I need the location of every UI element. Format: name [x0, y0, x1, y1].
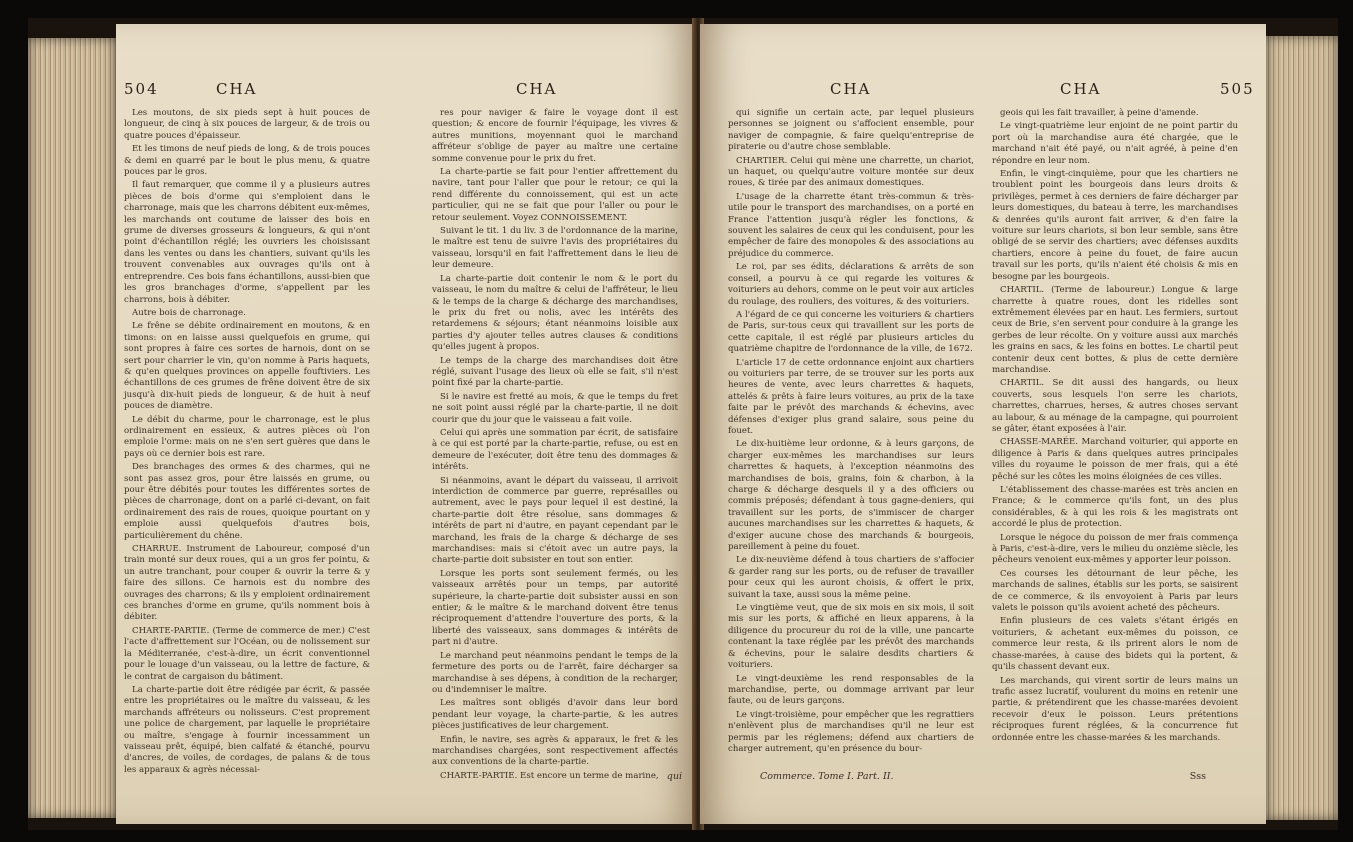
paragraph: Les moutons, de six pieds sept à huit pouces de longueur, de cinq à six pouces de largeur, & de trois ou quatre pouces d'épaisseur. — [124, 108, 370, 141]
running-head: CHA — [216, 80, 258, 98]
paragraph: L'article 17 de cette ordonnance enjoint aux chartiers ou voituriers par terre, de se trouver sur les ports aux heures de vente, avec leurs charrettes & haquets, attelés & prêts à faire leurs voitures, au prix de la taxe faite par le prévôt des marchands & échevins, avec défenses d'exiger plus grand salaire, sous peine du fouet. — [728, 357, 974, 436]
paragraph: CHASSE-MARÉE. Marchand voiturier, qui apporte en diligence à Paris & dans quelques autres principales villes du royaume le poisson de mer frais, qui a été pêché sur les côtes les moins éloignées de ces villes. — [992, 437, 1238, 482]
paragraph: CHARTE-PARTIE. Est encore un terme de marine, — [440, 770, 659, 781]
left-column-2 — [432, 108, 678, 784]
running-head: CHA — [516, 80, 558, 98]
right-page-edges — [1266, 36, 1338, 820]
paragraph: Le vingtième veut, que de six mois en six mois, il soit mis sur les ports, & affiché en lieux apparens, à la diligence du procureur du roi de la ville, une pancarte contenant la taxe réglée par les prévôt des marchands & échevins, pour le salaire desdits chartiers & voituriers. — [728, 603, 974, 671]
paragraph: Le temps de la charge des marchandises doit être réglé, suivant l'usage des lieux où elle se fait, s'il n'est point fixé par la charte-partie. — [432, 355, 678, 389]
paragraph: Enfin, le vingt-cinquième, pour que les chartiers ne troublent point les bourgeois dans leurs droits & privilèges, permet à ces derniers de faire décharger par leurs domestiques, du bateau à terre, les marchandises & denrées qu'ils auront fait arriver, & d'en faire la voiture sur leurs chariots, si bon leur semble, sans être obligé de se servir des chartiers; avec défenses auxdits chartiers, encore à peine du fouet, de faire aucun travail sur les ports, qu'ils n'aient été choisis & mis en besogne par les bourgeois. — [992, 169, 1238, 282]
paragraph: geois qui les fait travailler, à peine d'amende. — [1000, 108, 1199, 118]
footer-title: Commerce. Tome I. Part. II. — [760, 771, 894, 782]
paragraph: Suivant le tit. 1 du liv. 3 de l'ordonnance de la marine, le maître est tenu de suivre l'avis des propriétaires du vaisseau, lorsqu'il en fait l'affrettement dans le lieu de leur demeure. — [432, 226, 678, 271]
paragraph: Lorsque les ports sont seulement fermés, ou les vaisseaux arrêtés pour un temps, par autorité supérieure, la charte-partie doit subsister aussi en son entier; & le maître & le marchand doivent être tenus réciproquement d'attendre l'ouverture des ports, & la liberté des vaisseaux, sans dommages & intérêts de part ni d'autre. — [432, 568, 678, 648]
left-page — [116, 24, 696, 824]
paragraph: Le marchand peut néanmoins pendant le temps de la fermeture des ports ou de l'arrêt, faire décharger sa marchandise à ses dépens, à condition de la recharger, ou d'indemniser le maître. — [432, 650, 678, 695]
paragraph: Le débit du charme, pour le charronage, est le plus ordinairement en essieux, & autres pièces où l'on emploie l'orme: mais on ne s'en sert guères que dans le pays où ce dernier bois est rare. — [124, 414, 370, 459]
left-page-edges — [28, 38, 116, 818]
paragraph: Si le navire est fretté au mois, & que le temps du fret ne soit point aussi réglé par la charte-partie, il ne doit courir que du jour que le vaisseau a fait voile. — [432, 391, 678, 425]
page-number: 504 — [124, 80, 159, 98]
left-column-1 — [124, 108, 370, 778]
paragraph: La charte-partie doit contenir le nom & le port du vaisseau, le nom du maître & celui de l'affréteur, le lieu & le temps de la charge & décharge des marchandises, le prix du fret ou nolis, avec les intérêts des retardemens & séjours; étant néanmoins loisible aux parties d'y ajouter telles autres clauses & conditions qu'elles jugent à propos. — [432, 273, 678, 353]
paragraph: Celui qui après une sommation par écrit, de satisfaire à ce qui est porté par la charte-partie, refuse, ou est en demeure de l'exécuter, doit être tenu des dommages & intérêts. — [432, 427, 678, 473]
paragraph: CHARRUE. Instrument de Laboureur, composé d'un train monté sur deux roues, qui a un gros fer pointu, & un autre tranchant, pour couper & ouvrir la terre & y faire des sillons. Ce harnois est du nombre des ouvrages des charrons; & ils y emploient ordinairement ces branches d'orme en grume, qu'ils nomment bois à débiter. — [124, 544, 370, 623]
catchword: qui — [666, 771, 682, 782]
paragraph: Le dix-huitième leur ordonne, & à leurs garçons, de charger eux-mêmes les marchandises sur leurs charrettes & haquets, à l'exception néanmoins des marchandises de bois, grains, foin & charbon, à la charge & décharge desquels il y a des officiers ou commis préposés; défendant à tous gagne-deniers, qui travaillent sur les ports, de s'immiscer de charger aucunes marchandises sur les charrettes & haquets, & d'exiger aucune chose des marchands & bourgeois, pareillement à peine du fouet. — [728, 439, 974, 553]
page-number: 505 — [1220, 80, 1255, 98]
paragraph: Le vingt-deuxième les rend responsables de la marchandise, perte, ou dommage arrivant par leur faute, ou de leurs garçons. — [728, 673, 974, 707]
paragraph: Les maîtres sont obligés d'avoir dans leur bord pendant leur voyage, la charte-partie, & les autres pièces justificatives de leur chargement. — [432, 698, 678, 732]
paragraph: La charte-partie doit être rédigée par écrit, & passée entre les propriétaires ou le maître du vaisseau, & les marchands affréteurs ou nolisseurs. C'est proprement une police de chargement, par laquelle le propriétaire ou maître, s'engage à fournir incessamment un vaisseau prêt, équipé, bien calfaté & étanché, pourvu d'ancres, de voiles, de cordages, de palans & de tous les apparaux & agrès nécessai- — [124, 684, 370, 775]
paragraph: Le dix-neuvième défend à tous chartiers de s'affocier & garder rang sur les ports, ou de refuser de travailler pour ceux qui les auront choisis, & offert le prix, suivant la taxe, aussi sous la même peine. — [728, 555, 974, 600]
paragraph: CHARTIER. Celui qui mène une charrette, un chariot, un haquet, ou quelqu'autre voiture montée sur deux roues, & tirée par des animaux domestiques. — [728, 155, 974, 189]
right-column-1 — [728, 108, 974, 757]
paragraph: Des branchages des ormes & des charmes, qui ne sont pas assez gros, pour être laissés en grume, ou pour être débités pour toutes les différentes sortes de pièces de charronage, dont on a parlé ci-devant, on fait ordinairement des rais de roues, quoique pourtant on y emploie aussi quelquefois d'autres bois, particulièrement du chêne. — [124, 462, 370, 541]
paragraph: Il faut remarquer, que comme il y a plusieurs autres pièces de bois d'orme qui s'emploient dans le charronage, mais que les charrons débitent eux-mêmes, les marchands ont coutume de laisser des bois en grume de diverses grosseurs & longueurs, & qui n'ont point d'échantillon réglé; les ouvriers les choisissant dans les ventes ou dans les chantiers, suivant qu'ils les trouvent convenables aux ouvrages qu'ils ont à entreprendre. Ces bois fans échantillons, aussi-bien que les gros branchages d'orme, s'appellent par les charrons, bois à débiter. — [124, 180, 370, 305]
paragraph: La charte-partie se fait pour l'entier affrettement du navire, tant pour l'aller que pour le retour; ce qui la rend différente du connoissement, qui est un acte particulier, qui ne se fait que pour l'aller ou pour le retour seulement. Voyez CONNOISSEMENT. — [432, 167, 678, 223]
paragraph: Enfin plusieurs de ces valets s'étant érigés en voituriers, & achetant eux-mêmes du poisson, ce commerce leur resta, & ils prirent alors le nom de chasse-marées, à cause des bidets qui la portent, & qu'ils chassent devant eux. — [992, 616, 1238, 673]
paragraph: Le frêne se débite ordinairement en moutons, & en timons: on en laisse aussi quelquefois en grume, qui sont propres à faire ces sortes de harnois, dont on se sert pour charrier le vin, qu'on nomme à Paris haquets, & qu'en quelques provinces on appelle fouftiviers. Les échantillons de ces grumes de frêne doivent être de six jusqu'à dix-huit pieds de longueur, & de huit à neuf pouces de diamètre. — [124, 321, 370, 412]
running-head: CHA — [830, 80, 872, 98]
paragraph: Ces courses les détournant de leur pêche, les marchands de salines, établis sur les ports, se saisirent de ce commerce, & ils envoyoient à Paris par leurs valets le poisson qu'ils avoient acheté des pêcheurs. — [992, 568, 1238, 614]
paragraph: qui signifie un certain acte, par lequel plusieurs personnes se joignent ou s'affocient ensemble, pour naviger de compagnie, & faire quelqu'entreprise de piraterie ou d'autre chose semblable. — [728, 108, 974, 153]
running-head: CHA — [1060, 80, 1102, 98]
paragraph: CHARTIL. (Terme de laboureur.) Longue & large charrette à quatre roues, dont les ridelles sont extrêmement élevées par en haut. Les fermiers, surtout ceux de Brie, s'en servent pour conduire à la grange les gerbes de leur récolte. On y voiture aussi aux marchés les grains en sacs, & les foins en bottes. Le chartil peut contenir deux cent bottes, & plus de cette dernière marchandise. — [992, 285, 1238, 375]
paragraph: L'établissement des chasse-marées est très ancien en France; & le commerce qu'ils font, un des plus considérables, & à qui les rois & les magistrats ont accordé le plus de protection. — [992, 485, 1238, 530]
paragraph: Le roi, par ses édits, déclarations & arrêts de son conseil, a pourvu à ce qui regarde les voitures & voituriers au dehors, comme on le peut voir aux articles du roulage, des rouliers, des voitures, & des voituriers. — [728, 262, 974, 307]
paragraph: Enfin, le navire, ses agrès & apparaux, le fret & les marchandises chargées, sont respectivement affectés aux conventions de la charte-partie. — [432, 734, 678, 768]
paragraph: Et les timons de neuf pieds de long, & de trois pouces & demi en quarré par le bout le plus menu, & quatre pouces par le gros. — [124, 144, 370, 178]
paragraph: res pour naviger & faire le voyage dont il est question; & encore de fournir l'équipage, les vivres & autres munitions, moyennant quoi le marchand affréteur s'oblige de payer au maître une certaine somme convenue pour le prix du fret. — [432, 108, 678, 164]
right-column-2 — [992, 108, 1238, 746]
right-running-head — [700, 80, 1266, 100]
left-running-head — [116, 80, 696, 100]
paragraph: L'usage de la charrette étant très-commun & très-utile pour le transport des marchandises, on a porté en France l'attention jusqu'à régler les fonctions, & souvent les salaires de ceux qui les conduisent, pour les empêcher de faire des monopoles & des associations au préjudice du commerce. — [728, 191, 974, 259]
paragraph: CHARTIL. Se dit aussi des hangards, ou lieux couverts, sous lesquels l'on serre les chariots, charrettes, charrues, herses, & autres choses servant au labour, & au ménage de la campagne, qui pourroient se gâter, étant exposées à l'air. — [992, 378, 1238, 434]
paragraph: CHARTE-PARTIE. (Terme de commerce de mer.) C'est l'acte d'affrettement sur l'Océan, ou de nolissement sur la Méditerranée, c'est-à-dire, un écrit conventionnel pour le louage d'un vaisseau, ou la lettre de facture, & le contrat de cargaison du bâtiment. — [124, 625, 370, 682]
paragraph: Autre bois de charronage. — [132, 307, 246, 318]
signature-mark: Sss — [1189, 771, 1206, 782]
open-book — [28, 18, 1338, 830]
right-page — [700, 24, 1266, 824]
paragraph: Le vingt-troisième, pour empêcher que les regrattiers n'enlèvent plus de marchandises qu'il ne leur est permis par les réglemens; défend aux chartiers de charger autrement, qu'en présence du bour- — [728, 709, 974, 754]
paragraph: Les marchands, qui virent sortir de leurs mains un trafic assez lucratif, voulurent du moins en retenir une partie, & prétendirent que les chasse-marées devoient recevoir d'eux le poisson. Leurs prétentions réciproques furent réglées, & la concurrence fut ordonnée entre les chasse-marées & les marchands. — [992, 675, 1238, 743]
paragraph: A l'égard de ce qui concerne les voituriers & chartiers de Paris, sur-tous ceux qui travaillent sur les ports de cette capitale, il est réglé par plusieurs articles du quatrième chapitre de l'ordonnance de la ville, de 1672. — [728, 309, 974, 355]
paragraph: Le vingt-quatrième leur enjoint de ne point partir du port où la marchandise aura été chargée, que le marchand n'ait été payé, ou n'ait agréé, à peine d'en répondre en leur nom. — [992, 121, 1238, 166]
paragraph: Lorsque le négoce du poisson de mer frais commença à Paris, c'est-à-dire, vers le milieu du onzième siècle, les pêcheurs venoient eux-mêmes y apporter leur poisson. — [992, 532, 1238, 566]
paragraph: Si néanmoins, avant le départ du vaisseau, il arrivoit interdiction de commerce par guerre, représailles ou autrement, avec le pays pour lequel il est destiné, la charte-partie doit être résolue, sans dommages & intérêts de part ni d'autre, en payant cependant par le marchand, les frais de la charge & décharge de ses marchandises: mais si c'étoit avec un autre pays, la charte-partie doit subsister en tout son entier. — [432, 475, 678, 566]
